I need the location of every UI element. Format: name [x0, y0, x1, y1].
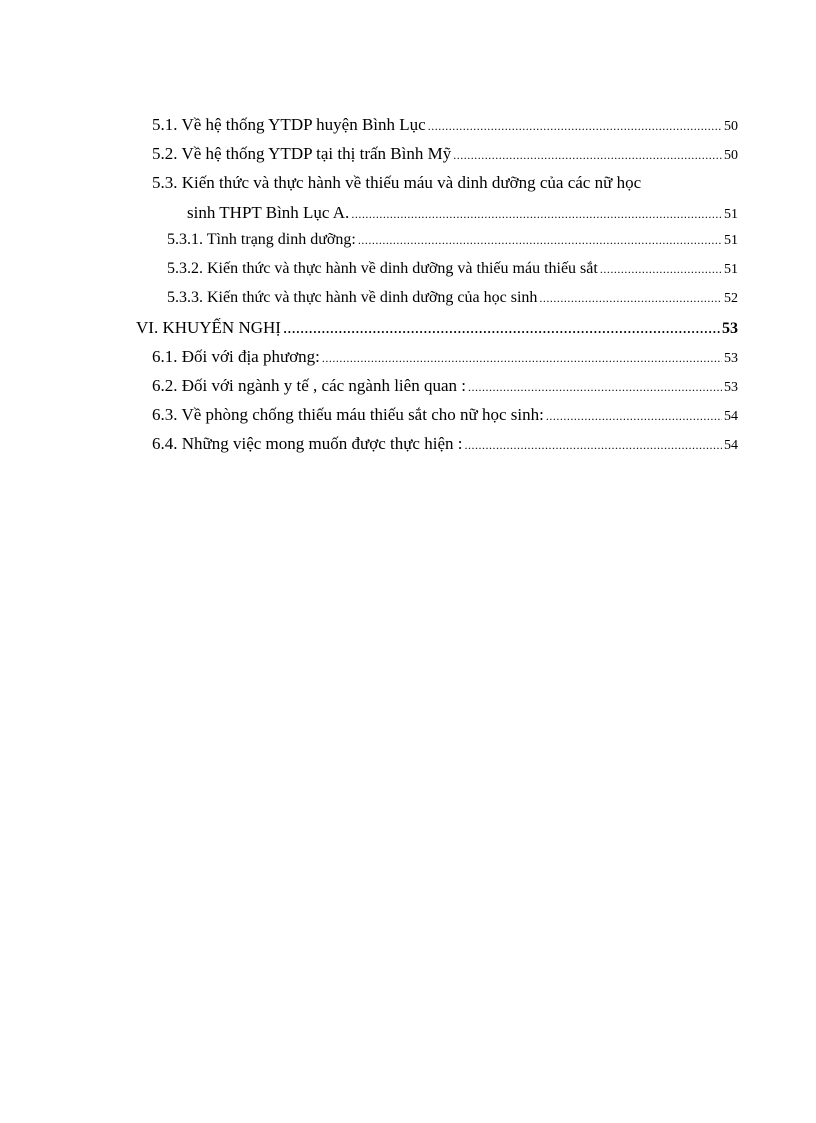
- toc-entry-label: 5.3.2. Kiến thức và thực hành về dinh dưỡng và thiếu máu thiếu sắt: [167, 260, 598, 277]
- dot-leader: [283, 318, 720, 338]
- toc-page-number: 52: [724, 291, 738, 306]
- toc-page-number: 51: [724, 262, 738, 277]
- toc-entry-label: 5.2. Về hệ thống YTDP tại thị trấn Bình Mỹ: [152, 144, 452, 163]
- toc-entry-label: 5.3.1. Tình trạng dinh dưỡng:: [167, 231, 356, 248]
- dot-leader: [453, 148, 722, 163]
- toc-entry-6-4[interactable]: [152, 434, 738, 454]
- toc-entry-5-3-line1[interactable]: [152, 173, 641, 193]
- toc-entry-label: 5.3.3. Kiến thức và thực hành về dinh dưỡng của học sinh: [167, 289, 538, 306]
- toc-entry-label: 6.3. Về phòng chống thiếu máu thiếu sắt cho nữ học sinh:: [152, 405, 544, 424]
- toc-entry-label: 5.3. Kiến thức và thực hành về thiếu máu và dinh dưỡng của các nữ học: [152, 173, 642, 192]
- toc-page-number: 50: [724, 119, 738, 134]
- dot-leader: [464, 438, 722, 453]
- dot-leader: [428, 119, 722, 134]
- toc-entry-6-1[interactable]: [152, 347, 738, 367]
- toc-page-number: 54: [724, 438, 738, 453]
- toc-entry-6-3[interactable]: [152, 405, 738, 425]
- toc-page-number: 51: [724, 233, 738, 248]
- dot-leader: [468, 380, 722, 395]
- toc-entry-5-1[interactable]: [152, 115, 738, 135]
- toc-entry-5-3-1[interactable]: [167, 231, 738, 249]
- dot-leader: [351, 207, 722, 222]
- toc-entry-label: sinh THPT Bình Lục A.: [187, 203, 350, 222]
- toc-entry-5-3-line2[interactable]: [187, 203, 738, 223]
- toc-entry-label: 5.1. Về hệ thống YTDP huyện Bình Lục: [152, 115, 426, 134]
- toc-entry-5-2[interactable]: [152, 144, 738, 164]
- toc-entry-label: 6.1. Đối với địa phương:: [152, 347, 320, 366]
- dot-leader: [539, 291, 722, 306]
- toc-page-number: 51: [724, 207, 738, 222]
- dot-leader: [358, 233, 722, 248]
- toc-page-number: 53: [722, 320, 738, 337]
- toc-entry-label: 6.2. Đối với ngành y tế , các ngành liên quan :: [152, 376, 466, 395]
- toc-entry-label: VI. KHUYẾN NGHỊ: [136, 318, 281, 337]
- toc-entry-label: 6.4. Những việc mong muốn được thực hiện :: [152, 434, 463, 453]
- toc-page-number: 53: [724, 351, 738, 366]
- toc-page-number: 50: [724, 148, 738, 163]
- dot-leader: [600, 262, 722, 277]
- dot-leader: [546, 409, 722, 424]
- toc-entry-5-3-2[interactable]: [167, 260, 738, 278]
- toc-entry-6-2[interactable]: [152, 376, 738, 396]
- toc-entry-5-3-3[interactable]: [167, 289, 738, 307]
- dot-leader: [322, 351, 722, 366]
- toc-entry-vi[interactable]: [136, 318, 738, 338]
- toc-page-number: 54: [724, 409, 738, 424]
- toc-page-number: 53: [724, 380, 738, 395]
